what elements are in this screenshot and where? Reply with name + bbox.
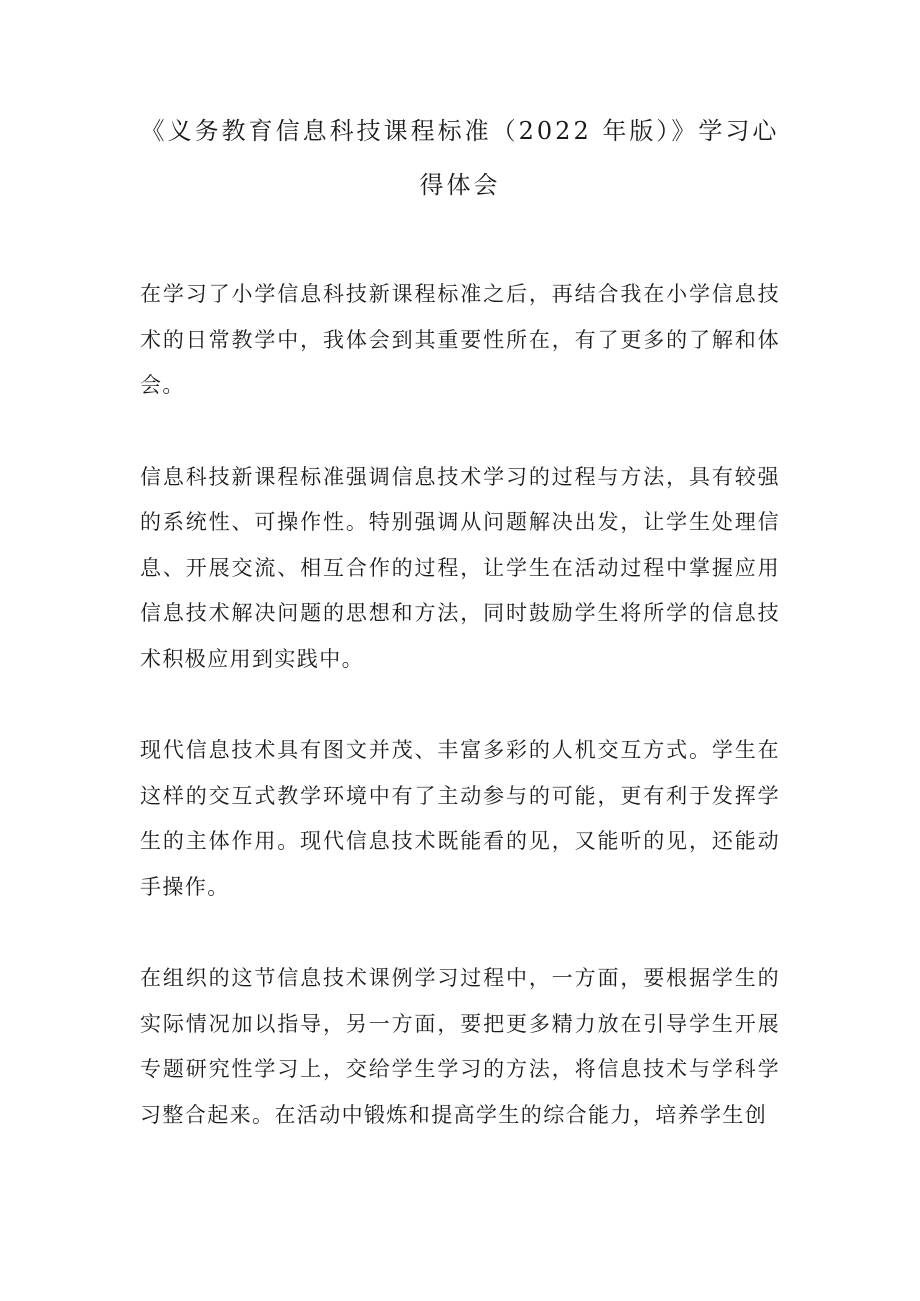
document-title: 《义务教育信息科技课程标准（2022 年版）》学习心得体会 bbox=[140, 117, 780, 199]
paragraph-2: 信息科技新课程标准强调信息技术学习的过程与方法，具有较强的系统性、可操作性。特别强调从问题解决出发，让学生处理信息、开展交流、相互合作的过程，让学生在活动过程中掌握应用信息技术解决问题的思想和方法，同时鼓励学生将所学的信息技术积极应用到实践中。 bbox=[140, 464, 780, 671]
paragraph-3: 现代信息技术具有图文并茂、丰富多彩的人机交互方式。学生在这样的交互式教学环境中有了主动参与的可能，更有利于发挥学生的主体作用。现代信息技术既能看的见，又能听的见，还能动手操作。 bbox=[140, 738, 780, 899]
paragraph-1: 在学习了小学信息科技新课程标准之后，再结合我在小学信息技术的日常教学中，我体会到其重要性所在，有了更多的了解和体会。 bbox=[140, 282, 780, 397]
document-body bbox=[140, 272, 780, 1138]
paragraph-4: 在组织的这节信息技术课例学习过程中，一方面，要根据学生的实际情况加以指导，另一方面，要把更多精力放在引导学生开展专题研究性学习上，交给学生学习的方法，将信息技术与学科学习整合起来。在活动中锻炼和提高学生的综合能力，培养学生创 bbox=[140, 966, 780, 1127]
